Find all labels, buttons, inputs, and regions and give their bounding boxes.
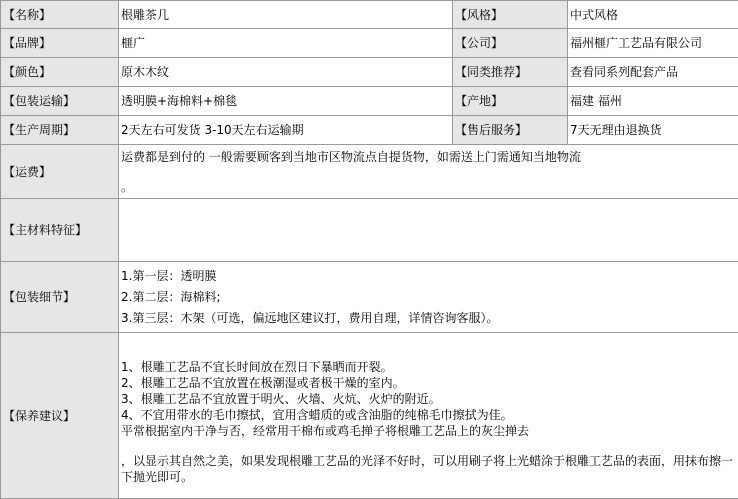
spec-row-care — [1, 333, 738, 499]
brand-value: 榧广 — [119, 29, 453, 58]
freight-gap — [121, 165, 736, 179]
brand-label: 【品牌】 — [1, 29, 119, 58]
care-line-5: 平常根据室内干净与否，经常用干棉布或鸡毛掸子将根雕工艺品上的灰尘掸去 — [121, 423, 530, 438]
style-label: 【风格】 — [453, 1, 568, 29]
name-value: 根雕茶几 — [119, 1, 453, 29]
aftersale-label: 【售后服务】 — [453, 116, 568, 145]
material-label: 【主材料特征】 — [1, 199, 119, 262]
freight-line-2: 。 — [121, 179, 134, 194]
packing-value — [119, 262, 738, 333]
packing-line-3: 3.第三层：木架（可选，偏远地区建议打，费用自理，详情咨询客服）。 — [121, 310, 499, 325]
care-label: 【保养建议】 — [1, 333, 119, 499]
spec-row-name — [1, 1, 738, 29]
related-value: 查看同系列配套产品 — [568, 58, 738, 87]
care-line-2: 2、根雕工艺品不宜放置在极潮湿或者极干燥的室内。 — [121, 375, 405, 390]
freight-line-1: 运费都是到付的 一般需要顾客到当地市区物流点自提货物，如需送上门需通知当地物流 — [121, 149, 581, 164]
aftersale-value: 7天无理由退换货 — [568, 116, 738, 145]
care-value — [119, 333, 738, 499]
packing-label: 【包装细节】 — [1, 262, 119, 333]
care-line-3: 3、根雕工艺品不宜放置于明火、火墙、火炕、火炉的附近。 — [121, 391, 441, 406]
color-label: 【颜色】 — [1, 58, 119, 87]
care-line-4: 4、不宜用带水的毛巾擦拭，宜用含蜡质的或含油脂的纯棉毛巾擦拭为佳。 — [121, 407, 513, 422]
care-gap — [121, 439, 736, 453]
freight-label: 【运费】 — [1, 145, 119, 199]
company-value: 福州榧广工艺品有限公司 — [568, 29, 738, 58]
origin-value: 福建 福州 — [568, 87, 738, 116]
care-line-1: 1、根雕工艺品不宜长时间放在烈日下暴晒而开裂。 — [121, 359, 393, 374]
packing-line-1: 1.第一层：透明膜 — [121, 268, 217, 283]
spec-row-material — [1, 199, 738, 262]
spec-row-production — [1, 116, 738, 145]
spec-row-packing — [1, 262, 738, 333]
spec-row-packaging — [1, 87, 738, 116]
style-value: 中式风格 — [568, 1, 738, 29]
color-value: 原木木纹 — [119, 58, 453, 87]
spec-row-brand — [1, 29, 738, 58]
care-line-last: ，以显示其自然之美，如果发现根雕工艺品的光泽不好时，可以用刷子将上光蜡涂于根雕工艺品的表面，用抹布擦一下抛光即可。 — [121, 453, 734, 484]
company-label: 【公司】 — [453, 29, 568, 58]
spec-row-freight — [1, 145, 738, 199]
freight-value — [119, 145, 738, 199]
spec-row-color — [1, 58, 738, 87]
packing-line-2: 2.第二层：海棉料; — [121, 289, 221, 304]
production-label: 【生产周期】 — [1, 116, 119, 145]
related-label: 【同类推荐】 — [453, 58, 568, 87]
material-value — [119, 199, 738, 262]
name-label: 【名称】 — [1, 1, 119, 29]
production-value: 2天左右可发货 3-10天左右运输期 — [119, 116, 453, 145]
packaging-label: 【包装运输】 — [1, 87, 119, 116]
origin-label: 【产地】 — [453, 87, 568, 116]
packaging-value: 透明膜+海棉料+棉毯 — [119, 87, 453, 116]
